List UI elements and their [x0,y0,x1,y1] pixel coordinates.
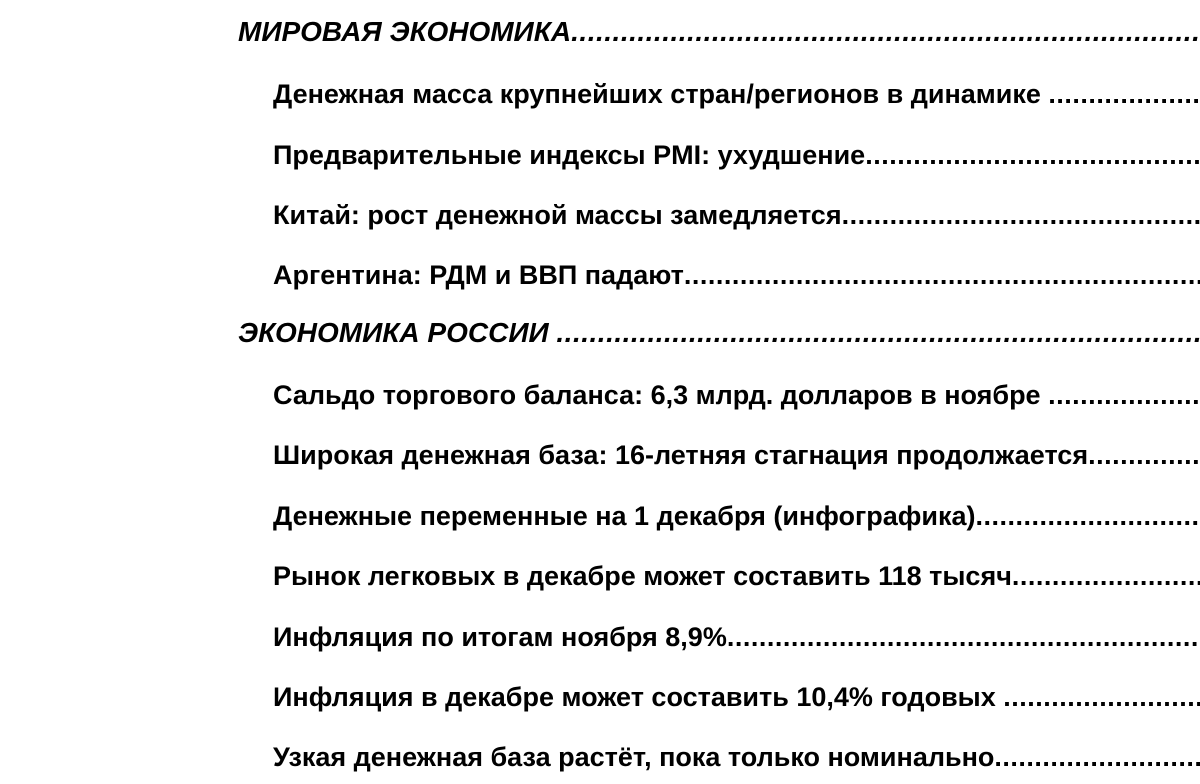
toc-section-title: ЭКОНОМИКА РОССИИ [238,317,557,348]
toc-entry-inflation-november[interactable] [0,617,1200,657]
toc-entry-narrow-monetary-base[interactable] [0,737,1200,777]
toc-entry-title: Предварительные индексы PMI: ухудшение [273,140,866,170]
toc-entry-title: Рынок легковых в декабре может составить 118 тысяч [273,561,1012,591]
dot-leader [1048,380,1200,410]
toc-entry-title: Аргентина: РДМ и ВВП падают [273,260,684,290]
toc-entry-title: Китай: рост денежной массы замедляется [273,200,842,230]
dot-leader [556,317,1200,348]
dot-leader [976,501,1200,531]
dot-leader [865,140,1200,170]
toc-entry-trade-balance[interactable] [0,375,1200,415]
dot-leader [1088,440,1200,470]
toc-entry-car-market[interactable] [0,556,1200,596]
toc-entry-china[interactable] [0,195,1200,235]
dot-leader [1048,79,1200,109]
toc-entry-title: Инфляция по итогам ноября 8,9% [273,622,727,652]
toc-entry-title: Денежная масса крупнейших стран/регионов в динамике [273,79,1049,109]
toc-entry-title: Денежные переменные на 1 декабря (инфографика) [273,501,976,531]
toc-entry-inflation-december[interactable] [0,677,1200,717]
toc-section-title: МИРОВАЯ ЭКОНОМИКА [238,16,572,47]
dot-leader [1012,561,1200,591]
toc-section-russia-economy[interactable] [0,313,1200,353]
toc-entry-argentina[interactable] [0,255,1200,295]
toc-entry-money-supply[interactable] [0,74,1200,114]
toc-section-world-economy[interactable] [0,12,1200,52]
dot-leader [842,200,1200,230]
dot-leader [1003,682,1200,712]
toc-entry-title: Узкая денежная база растёт, пока только номинально [273,742,995,772]
toc-entry-pmi[interactable] [0,135,1200,175]
toc-entry-title: Широкая денежная база: 16-летняя стагнация продолжается [273,440,1089,470]
dot-leader [571,16,1200,47]
dot-leader [727,622,1200,652]
dot-leader [684,260,1200,290]
toc-entry-broad-monetary-base[interactable] [0,435,1200,475]
toc-entry-title: Инфляция в декабре может составить 10,4% годовых [273,682,1004,712]
toc-entry-title: Сальдо торгового баланса: 6,3 млрд. долларов в ноябре [273,380,1049,410]
toc-entry-monetary-variables[interactable] [0,496,1200,536]
dot-leader [994,742,1200,772]
